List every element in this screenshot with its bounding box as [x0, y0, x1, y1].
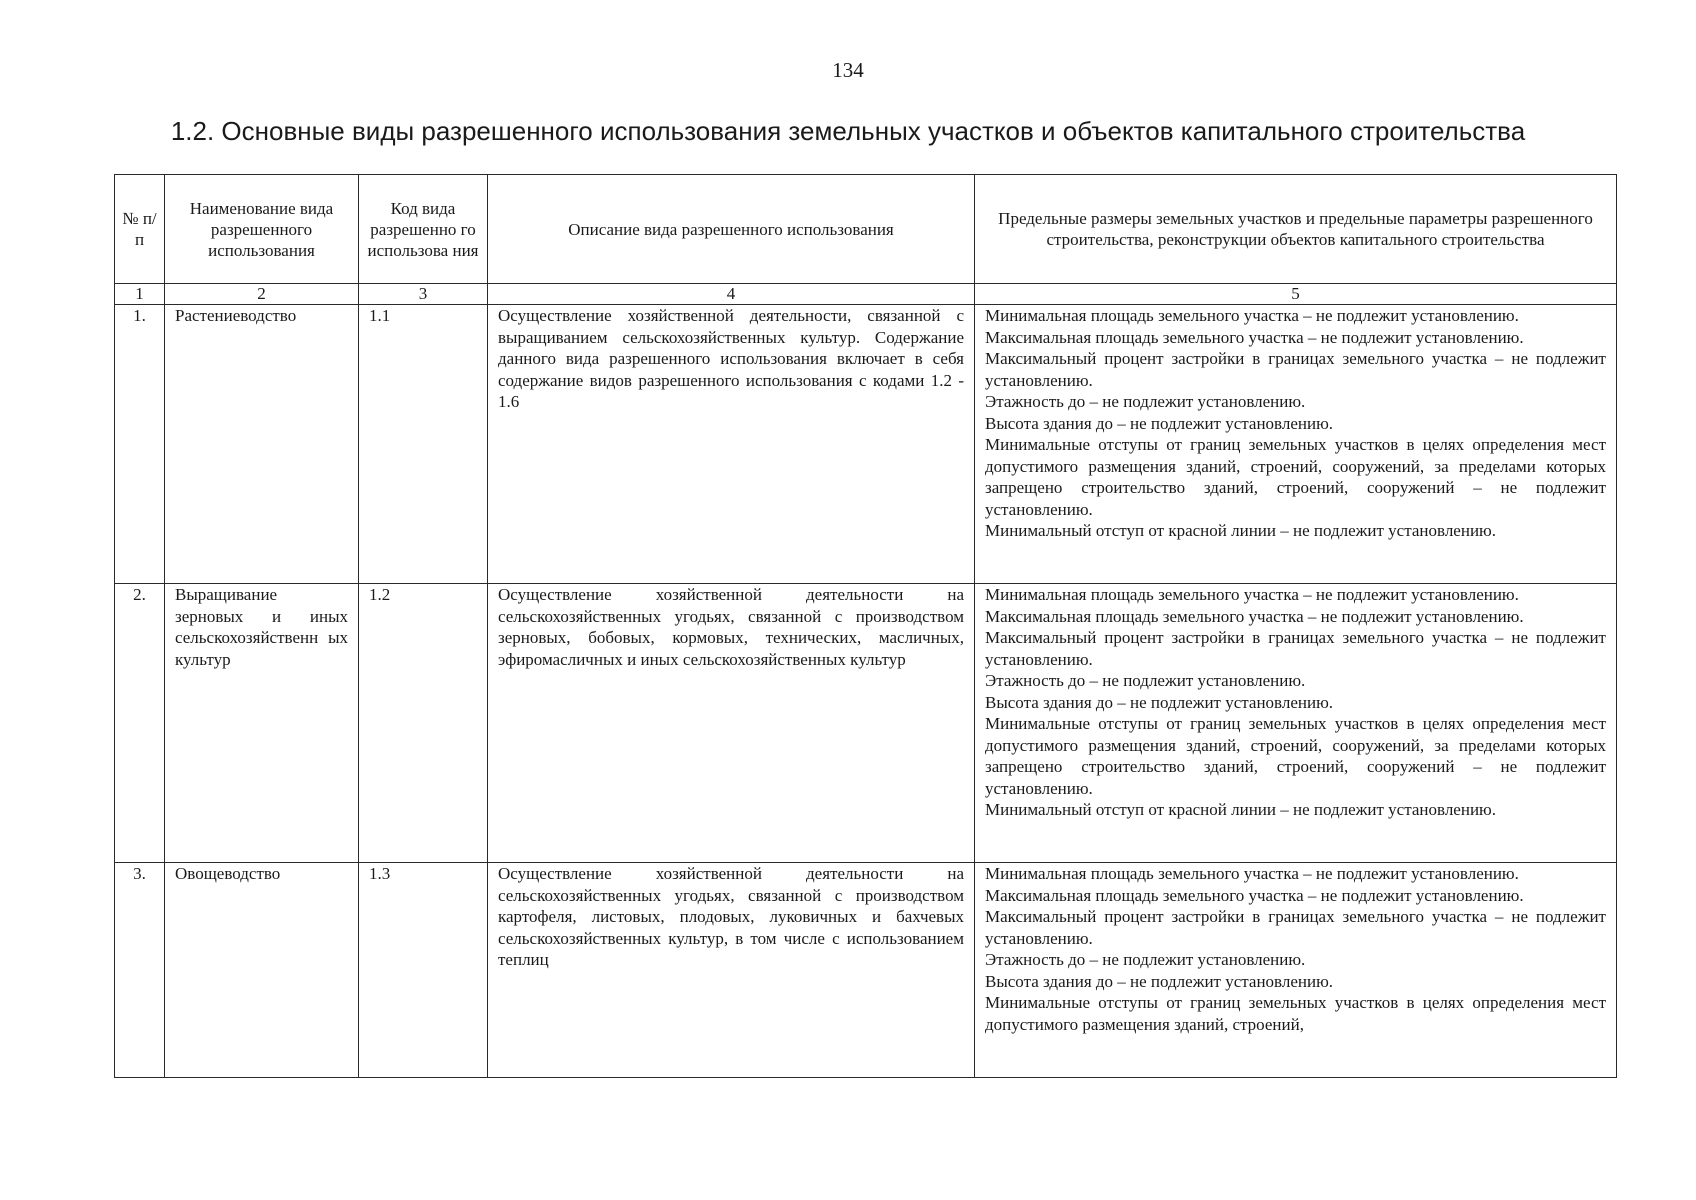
use-code: 1.2: [359, 584, 488, 863]
param-min-area: Минимальная площадь земельного участка – не подлежит установлению.: [985, 306, 1519, 325]
param-height: Высота здания до – не подлежит установлению.: [985, 413, 1334, 433]
param-floors: Этажность до – не подлежит установлению.: [985, 671, 1306, 690]
page-number: 134: [832, 58, 864, 82]
use-name: Овощеводство: [165, 863, 359, 1078]
params-clip: [985, 863, 1606, 1077]
use-parameters: [975, 305, 1617, 584]
param-height: Высота здания до – не подлежит установлению.: [985, 971, 1334, 991]
header-code: Код вида разрешенно го использова ния: [359, 175, 488, 284]
use-code: 1.1: [359, 305, 488, 584]
param-max-coverage: Максимальный процент застройки в границах земельного участка – не подлежит установлению.: [985, 349, 1606, 390]
param-max-coverage: Максимальный процент застройки в границах земельного участка – не подлежит установлению.: [985, 628, 1606, 669]
param-min-setbacks: Минимальные отступы от границ земельных участков в целях определения мест допустимого размещения зданий, строений,: [985, 993, 1606, 1034]
param-floors: Этажность до – не подлежит установлению.: [985, 392, 1306, 411]
param-red-line-setback: Минимальный отступ от красной линии – не подлежит установлению.: [985, 521, 1496, 540]
param-floors: Этажность до – не подлежит установлению.: [985, 950, 1306, 969]
use-parameters: [975, 863, 1617, 1078]
row-number: 3.: [115, 863, 165, 1078]
param-max-area: Максимальная площадь земельного участка – не подлежит установлению.: [985, 327, 1524, 347]
header-description: Описание вида разрешенного использования: [488, 175, 975, 284]
use-description: Осуществление хозяйственной деятельности, связанной с выращиванием сельскохозяйственных культур. Содержание данного вида разрешенного использования включает в себя содержание видов разрешенного использования с кодами 1.2 - 1.6: [488, 305, 975, 584]
column-number: 4: [488, 284, 975, 305]
use-parameters: [975, 584, 1617, 863]
table-row: [115, 863, 1617, 1078]
param-min-area: Минимальная площадь земельного участка – не подлежит установлению.: [985, 864, 1519, 883]
header-params: Предельные размеры земельных участков и предельные параметры разрешенного строительства, реконструкции объектов капитального строительства: [975, 175, 1617, 284]
use-description: Осуществление хозяйственной деятельности на сельскохозяйственных угодьях, связанной с производством зерновых, бобовых, кормовых, технических, масличных, эфиромасличных и иных сельскохозяйственных культур: [488, 584, 975, 863]
param-min-setbacks: Минимальные отступы от границ земельных участков в целях определения мест допустимого размещения зданий, строений, сооружений, за пределами которых запрещено строительство зданий, строений, сооружений – не подлежит установлению.: [985, 714, 1606, 798]
param-max-area: Максимальная площадь земельного участка – не подлежит установлению.: [985, 606, 1524, 626]
column-number: 5: [975, 284, 1617, 305]
use-name: Выращивание зерновых и иных сельскохозяйственн ых культур: [165, 584, 359, 863]
param-min-setbacks: Минимальные отступы от границ земельных участков в целях определения мест допустимого размещения зданий, строений, сооружений, за пределами которых запрещено строительство зданий, строений, сооружений – не подлежит установлению.: [985, 435, 1606, 519]
column-number: 3: [359, 284, 488, 305]
section-title: 1.2. Основные виды разрешенного использования земельных участков и объектов капитального строительства: [170, 116, 1526, 146]
use-code: 1.3: [359, 863, 488, 1078]
column-number: 2: [165, 284, 359, 305]
param-min-area: Минимальная площадь земельного участка – не подлежит установлению.: [985, 585, 1519, 604]
use-description: Осуществление хозяйственной деятельности на сельскохозяйственных угодьях, связанной с производством картофеля, листовых, плодовых, луковичных и бахчевых сельскохозяйственных культур, в том числе с использованием теплиц: [488, 863, 975, 1078]
column-number-row: [115, 284, 1617, 305]
param-max-area: Максимальная площадь земельного участка – не подлежит установлению.: [985, 885, 1524, 905]
table-row: [115, 584, 1617, 863]
table-header-row: [115, 175, 1617, 284]
row-number: 2.: [115, 584, 165, 863]
permitted-use-table: [114, 174, 1617, 1078]
use-name: Растениеводство: [165, 305, 359, 584]
param-height: Высота здания до – не подлежит установлению.: [985, 692, 1334, 712]
column-number: 1: [115, 284, 165, 305]
header-name: Наименование вида разрешенного использования: [165, 175, 359, 284]
param-max-coverage: Максимальный процент застройки в границах земельного участка – не подлежит установлению.: [985, 907, 1606, 948]
row-number: 1.: [115, 305, 165, 584]
param-red-line-setback: Минимальный отступ от красной линии – не подлежит установлению.: [985, 800, 1496, 819]
header-num: № п/п: [115, 175, 165, 284]
table-row: [115, 305, 1617, 584]
